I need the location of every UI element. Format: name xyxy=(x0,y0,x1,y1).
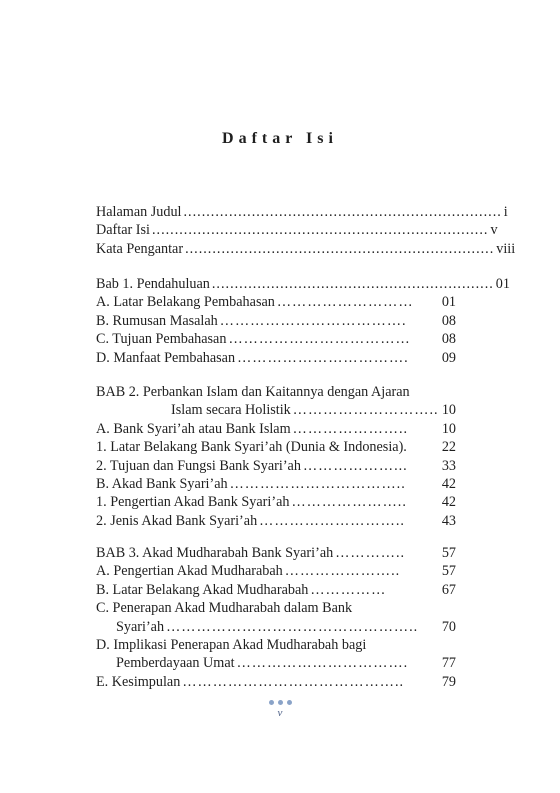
toc-entry-title: Halaman Judul xyxy=(96,203,182,220)
toc-entry-title: A. Pengertian Akad Mudharabah xyxy=(96,563,283,580)
toc-page-number: 42 xyxy=(441,494,456,511)
toc-page-number: 57 xyxy=(441,563,456,580)
toc-leader: ……………………… xyxy=(276,294,414,311)
toc-entry-title: Kata Pengantar xyxy=(96,240,184,257)
toc-leader: …………………………………….. xyxy=(182,673,405,690)
toc-entry[interactable] xyxy=(96,203,508,221)
toc-entry-title: B. Latar Belakang Akad Mudharabah xyxy=(96,581,309,598)
toc-entry-title: Islam secara Holistik xyxy=(171,402,291,419)
toc-page-number: 09 xyxy=(441,349,456,366)
toc-entry[interactable] xyxy=(96,330,456,348)
toc-entry[interactable] xyxy=(96,673,456,691)
toc-leader: ……………………………. xyxy=(237,349,409,366)
toc-page-number: viii xyxy=(496,240,516,257)
toc-entry-title: B. Rumusan Masalah xyxy=(96,312,218,329)
toc-entry-title: C. Penerapan Akad Mudharabah dalam Bank xyxy=(96,600,353,617)
toc-entry-title: D. Manfaat Pembahasan xyxy=(96,349,236,366)
toc-leader: ………………….. xyxy=(284,563,401,580)
toc-entry-title: D. Implikasi Penerapan Akad Mudharabah bagi xyxy=(96,636,367,653)
toc-entry-title: B. Akad Bank Syari’ah xyxy=(96,475,228,492)
toc-entry[interactable] xyxy=(96,349,456,367)
toc-bab3-section xyxy=(96,544,456,691)
toc-leader: ...................................................................... xyxy=(183,203,502,220)
toc-entry-title: Daftar Isi xyxy=(96,222,150,239)
toc-entry-title: Bab 1. Pendahuluan xyxy=(96,275,210,292)
toc-page-number: 01 xyxy=(441,294,456,311)
toc-chapter-heading[interactable] xyxy=(96,544,456,562)
toc-page-number: i xyxy=(503,203,508,220)
toc-leader: ……………………….. xyxy=(292,402,439,419)
toc-leader: ………………….. xyxy=(292,420,409,437)
ornament-dots xyxy=(0,700,560,705)
toc-leader: ………………... xyxy=(302,457,408,474)
toc-entry[interactable] xyxy=(96,221,498,239)
toc-entry[interactable] xyxy=(96,581,456,599)
toc-page-number: 57 xyxy=(441,544,456,561)
toc-entry[interactable] xyxy=(96,654,456,672)
toc-entry-title: 1. Pengertian Akad Bank Syari’ah xyxy=(96,494,290,511)
toc-entry-title: 2. Jenis Akad Bank Syari’ah xyxy=(96,512,258,529)
toc-entry-title: Pemberdayaan Umat xyxy=(116,655,235,672)
toc-entry-title: Syari’ah xyxy=(116,618,165,635)
toc-entry[interactable] xyxy=(96,240,516,258)
toc-leader: …………… xyxy=(310,581,387,598)
page-title: Daftar Isi xyxy=(222,130,338,147)
toc-leader: ………………………………. xyxy=(219,312,407,329)
toc-entry-title: BAB 2. Perbankan Islam dan Kaitannya dengan Ajaran xyxy=(96,383,410,400)
ornament-dot xyxy=(287,700,292,705)
toc-entry-title: A. Latar Belakang Pembahasan xyxy=(96,294,275,311)
toc-entry[interactable] xyxy=(96,275,510,293)
toc-leader: ………………….. xyxy=(291,494,407,511)
toc-page-number: 70 xyxy=(441,618,456,635)
toc-entry[interactable] xyxy=(96,293,456,311)
page-footer xyxy=(0,700,560,719)
toc-entry-title: E. Kesimpulan xyxy=(96,673,181,690)
toc-page-number: 10 xyxy=(441,402,456,419)
toc-page-number: 08 xyxy=(441,331,456,348)
toc-leader: ………….. xyxy=(335,544,406,561)
toc-leader: ……………………………… xyxy=(228,331,411,348)
toc-entry[interactable] xyxy=(96,401,456,419)
toc-entry[interactable] xyxy=(96,493,456,511)
ornament-dot xyxy=(278,700,283,705)
toc-entry[interactable] xyxy=(96,457,456,475)
toc-page-number: 42 xyxy=(441,475,456,492)
toc-page-number: 08 xyxy=(441,312,456,329)
toc-entry-title: BAB 3. Akad Mudharabah Bank Syari’ah xyxy=(96,544,334,561)
toc-entry-title: 2. Tujuan dan Fungsi Bank Syari’ah xyxy=(96,457,301,474)
toc-bab2-section xyxy=(96,383,456,530)
toc-page-number: 43 xyxy=(441,512,456,529)
toc-entry[interactable] xyxy=(96,562,456,580)
toc-leader: .......................................................................... xyxy=(151,222,489,239)
toc-entry[interactable] xyxy=(96,475,456,493)
toc-page-number: 01 xyxy=(495,275,510,292)
toc-page-number: 10 xyxy=(441,420,456,437)
toc-front-section xyxy=(96,203,516,258)
toc-entry-line1[interactable] xyxy=(96,636,456,654)
toc-leader: …………………………….. xyxy=(229,475,406,492)
ornament-dot xyxy=(269,700,274,705)
toc-page-number: 77 xyxy=(441,655,456,672)
toc-bab1-section xyxy=(96,275,510,367)
toc-leader: ……………………….. xyxy=(259,512,405,529)
toc-entry-title: 1. Latar Belakang Bank Syari’ah (Dunia & Indonesia). xyxy=(96,439,407,456)
toc-entry-line1[interactable] xyxy=(96,599,456,617)
toc-entry-title: A. Bank Syari’ah atau Bank Islam xyxy=(96,420,291,437)
toc-leader: ……………………………. xyxy=(236,655,409,672)
page-number: v xyxy=(277,707,283,719)
toc-page-number: v xyxy=(490,222,498,239)
toc-chapter-heading[interactable] xyxy=(96,383,456,401)
toc-leader: ………………………………………….. xyxy=(166,618,419,635)
toc-leader: .................................................................... xyxy=(185,240,495,257)
toc-entry[interactable] xyxy=(96,512,456,530)
toc-entry[interactable] xyxy=(96,438,456,456)
toc-page-number: 33 xyxy=(441,457,456,474)
toc-leader: .............................................................. xyxy=(211,275,494,292)
toc-entry[interactable] xyxy=(96,618,456,636)
toc-page-number: 67 xyxy=(441,581,456,598)
toc-page-number: 79 xyxy=(441,673,456,690)
toc-entry-title: C. Tujuan Pembahasan xyxy=(96,331,227,348)
toc-entry[interactable] xyxy=(96,420,456,438)
toc-entry[interactable] xyxy=(96,312,456,330)
toc-page-number: 22 xyxy=(441,439,456,456)
